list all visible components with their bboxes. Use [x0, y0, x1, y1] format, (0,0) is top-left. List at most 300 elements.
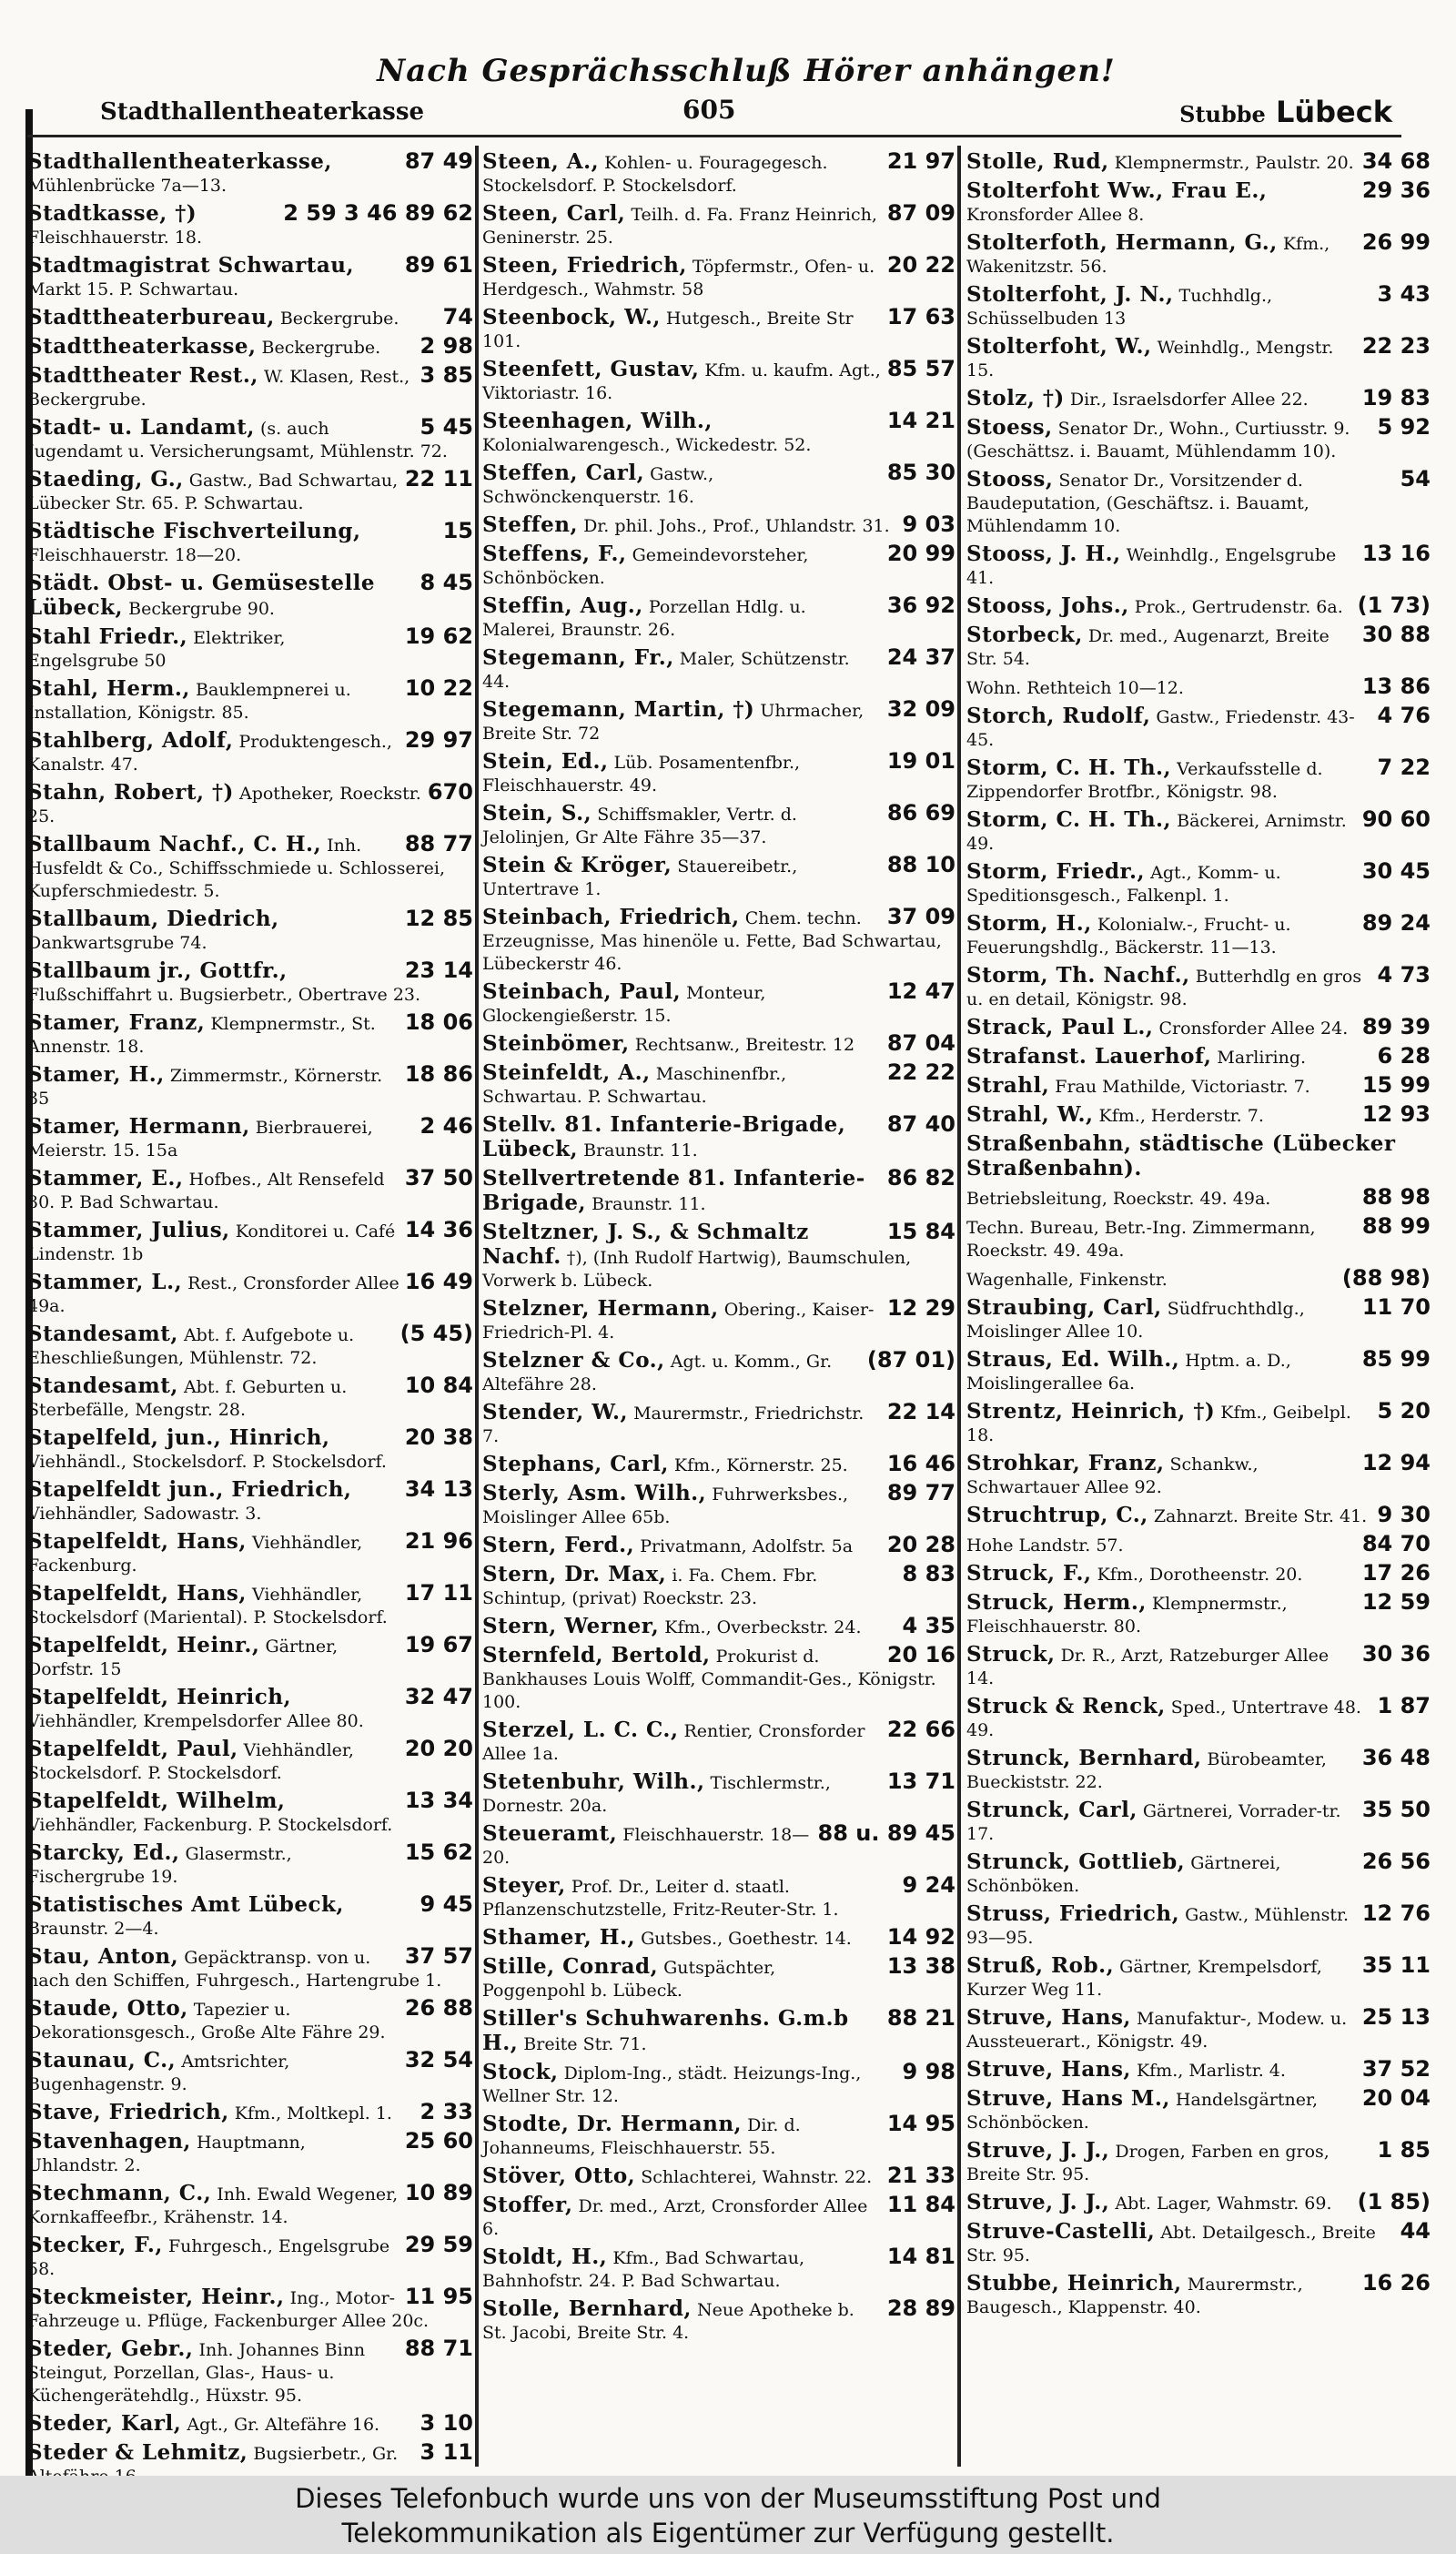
- phone-number: 20 38: [404, 1424, 473, 1450]
- running-head-last-entry: Stubbe: [1179, 101, 1266, 127]
- phone-number: 10 84: [404, 1373, 473, 1398]
- subscriber-name: Steinbömer,: [482, 1031, 630, 1056]
- phone-number: 8 83: [902, 1561, 956, 1586]
- phone-number: 21 33: [886, 2163, 956, 2188]
- subscriber-details: Hohe Landstr. 57.: [966, 1535, 1124, 1556]
- subscriber-name: Steueramt,: [482, 1821, 618, 1846]
- phone-number: 25 60: [404, 2128, 473, 2154]
- header-rule: [27, 135, 1401, 137]
- subscriber-details: Viehhändler, Sadowastr. 3.: [27, 1504, 262, 1524]
- listing-entry: [966, 1103, 1431, 1128]
- page-header: [100, 95, 1392, 131]
- subscriber-name: Stadtmagistrat Schwartau,: [27, 253, 355, 278]
- subscriber-name: Stapelfeldt, Hans,: [27, 1529, 247, 1554]
- subscriber-name: Stapelfeldt, Wilhelm,: [27, 1789, 286, 1813]
- subscriber-name: Strunck, Bernhard,: [966, 1746, 1202, 1770]
- phone-number: 15 62: [404, 1839, 473, 1865]
- phone-number: 15 84: [886, 1219, 956, 1244]
- subscriber-name: Stamer, H.,: [27, 1062, 165, 1087]
- phone-number: 15: [442, 518, 473, 543]
- subscriber-details: Glasermstr., Fischergrube 19.: [27, 1844, 292, 1887]
- listing-entry: [966, 468, 1431, 538]
- subscriber-name: Sterly, Asm. Wilh.,: [482, 1481, 707, 1505]
- subscriber-name: Stapelfeldt, Heinrich,: [27, 1685, 291, 1709]
- phone-number: 37 09: [886, 904, 956, 929]
- subscriber-details: Beckergrube 90.: [128, 599, 275, 619]
- subscriber-details: Hauptmann, Uhlandstr. 2.: [27, 2133, 306, 2175]
- subscriber-name: Stegemann, Martin, †): [482, 697, 755, 722]
- phone-number: 2 59 3 46 89 62: [283, 200, 473, 226]
- subscriber-details: Agt., Komm- u. Speditionsgesch., Falkenpl. 1.: [966, 863, 1281, 906]
- phone-number: 88 98: [1361, 1184, 1431, 1210]
- listing-entry: [27, 202, 473, 249]
- subscriber-details: Porzellan Hdlg. u. Malerei, Braunstr. 26.: [482, 597, 806, 640]
- subscriber-name: Steckmeister, Heinr.,: [27, 2285, 285, 2309]
- phone-number: 12 76: [1361, 1900, 1431, 1926]
- listing-entry: [27, 1634, 473, 1681]
- listing-column-1: [27, 148, 473, 2465]
- subscriber-name: Stapelfeldt jun., Friedrich,: [27, 1477, 352, 1502]
- phone-number: 88 71: [404, 2336, 473, 2361]
- subscriber-name: Stammer, L.,: [27, 1270, 183, 1294]
- phone-number: (5 45): [399, 1321, 473, 1346]
- subscriber-name: Standesamt,: [27, 1322, 178, 1346]
- phone-number: 32 09: [886, 696, 956, 722]
- subscriber-details: Südfruchthdlg., Moislinger Allee 10.: [966, 1299, 1305, 1342]
- listing-entry: [27, 2234, 473, 2281]
- subscriber-name: Stephans, Carl,: [482, 1452, 669, 1476]
- listing-entry: [27, 2049, 473, 2096]
- subscriber-details: Gärtnerei, Vorrader-tr. 17.: [966, 1801, 1341, 1844]
- listing-entry: [27, 1426, 473, 1474]
- subscriber-name: Stoess,: [966, 415, 1053, 440]
- subscriber-details: Mühlenbrücke 7a—13.: [27, 176, 228, 196]
- subscriber-name: Steffen,: [482, 512, 579, 537]
- subscriber-details: Abt. f. Aufgebote u. Eheschließungen, Mühlenstr. 72.: [27, 1325, 355, 1368]
- phone-number: 8 45: [420, 570, 473, 595]
- listing-entry: [27, 1893, 473, 1941]
- subscriber-details: Kfm., Marlistr. 4.: [1136, 2061, 1286, 2081]
- listing-entry: [482, 202, 956, 249]
- subscriber-name: Struve-Castelli,: [966, 2219, 1156, 2244]
- listing-entry: [27, 1738, 473, 1785]
- subscriber-name: Stein, Ed.,: [482, 749, 609, 774]
- subscriber-details: Viehhändler, Stockelsdorf (Mariental). P. Stockelsdorf.: [27, 1585, 388, 1627]
- listing-entry: [482, 1770, 956, 1818]
- subscriber-details: Inh. Ewald Wegener, Kornkaffeefbr., Krähenstr. 14.: [27, 2184, 399, 2227]
- phone-number: 11 84: [886, 2192, 956, 2217]
- phone-number: 26 99: [1361, 229, 1431, 255]
- subscriber-name: Staeding, G.,: [27, 467, 184, 492]
- listing-entry: [482, 1563, 956, 1610]
- phone-number: 17 26: [1361, 1560, 1431, 1586]
- subscriber-details: Rentier, Cronsforder Allee 1a.: [482, 1721, 865, 1764]
- listing-entry: [27, 833, 473, 903]
- listing-entry: [482, 2113, 956, 2160]
- subscriber-name: Sthamer, H.,: [482, 1925, 636, 1950]
- phone-number: 5 20: [1377, 1398, 1431, 1424]
- phone-number: 3 43: [1377, 281, 1431, 307]
- listing-entry: [482, 306, 956, 353]
- subscriber-details: Braunstr. 2—4.: [27, 1919, 159, 1939]
- listing-entry: [966, 2087, 1431, 2134]
- subscriber-name: Steenfett, Gustav,: [482, 357, 700, 381]
- listing-entry: [966, 2272, 1431, 2319]
- listing-entry: [27, 959, 473, 1007]
- subscriber-name: Steder, Karl,: [27, 2411, 182, 2436]
- phone-number: 22 14: [886, 1399, 956, 1424]
- subscriber-details: Diplom-Ing., städt. Heizungs-Ing., Wellner Str. 12.: [482, 2063, 862, 2106]
- listing-entry: [966, 1533, 1431, 1557]
- phone-number: 37 50: [404, 1165, 473, 1191]
- subscriber-name: Stahlberg, Adolf,: [27, 728, 234, 753]
- listing-entry: [482, 2061, 956, 2108]
- phone-number: 5 92: [1377, 414, 1431, 440]
- listing-entry: [966, 1902, 1431, 1950]
- subscriber-details: Abt. Lager, Wahmstr. 69.: [1115, 2194, 1332, 2214]
- phone-number: 89 61: [404, 252, 473, 278]
- subscriber-details: Braunstr. 11.: [583, 1140, 698, 1160]
- phone-number: 18 06: [404, 1009, 473, 1035]
- subscriber-details: Bürobeamter, Bueckiststr. 22.: [966, 1749, 1327, 1792]
- listing-entry: [27, 2412, 473, 2437]
- subscriber-details: Beckergrube.: [279, 309, 399, 329]
- listing-entry: [27, 1219, 473, 1266]
- subscriber-details: Betriebsleitung, Roeckstr. 49. 49a.: [966, 1189, 1271, 1209]
- subscriber-name: Strack, Paul L.,: [966, 1015, 1154, 1039]
- listing-entry: [482, 1926, 956, 1951]
- phone-number: 16 49: [404, 1269, 473, 1294]
- listing-entry: [966, 594, 1431, 619]
- phone-number: 12 94: [1361, 1450, 1431, 1475]
- subscriber-details: Kfm., Herderstr. 7.: [1098, 1106, 1264, 1126]
- subscriber-details: Inh. Johannes Binn Steingut, Porzellan, Glas-, Haus- u. Küchengerätehdlg., Hüxstr. 95.: [27, 2340, 366, 2406]
- subscriber-name: Stein, S.,: [482, 801, 592, 826]
- subscriber-name: Storch, Rudolf,: [966, 704, 1151, 728]
- listing-entry: [966, 1132, 1431, 1181]
- listing-entry: [482, 1874, 956, 1921]
- subscriber-details: Schiffsmakler, Vertr. d. Jelolinjen, Gr Alte Fähre 35—37.: [482, 805, 797, 847]
- phone-number: 20 28: [886, 1532, 956, 1557]
- phone-number: 35 50: [1361, 1797, 1431, 1822]
- subscriber-name: Straßenbahn, städtische (Lübecker Straßenbahn).: [966, 1131, 1396, 1181]
- listing-entry: [966, 912, 1431, 959]
- subscriber-details: Kfm., Geibelpl. 18.: [966, 1403, 1351, 1445]
- phone-number: 1 87: [1377, 1693, 1431, 1718]
- listing-entry: [27, 572, 473, 621]
- subscriber-details: Klempnermstr., Paulstr. 20.: [1114, 153, 1354, 173]
- listing-entry: [482, 461, 956, 509]
- subscriber-details: Breite Str. 71.: [523, 2034, 647, 2054]
- subscriber-name: Steenbock, W.,: [482, 305, 661, 329]
- subscriber-details: Prof. Dr., Leiter d. staatl. Pflanzenschutzstelle, Fritz-Reuter-Str. 1.: [482, 1877, 839, 1920]
- subscriber-details: Weinhdlg., Mengstr. 15.: [966, 338, 1334, 380]
- subscriber-name: Stern, Ferd.,: [482, 1533, 635, 1557]
- phone-number: (87 01): [866, 1347, 956, 1373]
- subscriber-name: Stapelfeld, jun., Hinrich,: [27, 1425, 330, 1450]
- listing-entry: [27, 150, 473, 198]
- listing-entry: [966, 1045, 1431, 1069]
- subscriber-details: Klempnermstr., Fleischhauerstr. 80.: [966, 1594, 1288, 1637]
- subscriber-name: Stadttheaterbureau,: [27, 305, 275, 329]
- phone-number: 20 20: [404, 1736, 473, 1761]
- phone-number: 90 60: [1361, 806, 1431, 832]
- listing-entry: [482, 513, 956, 538]
- subscriber-name: Stooss, J. H.,: [966, 542, 1121, 566]
- phone-number: 84 70: [1361, 1531, 1431, 1556]
- subscriber-details: Flußschiffahrt u. Bugsierbetr., Obertrave 23.: [27, 985, 421, 1005]
- subscriber-name: Stadtkasse, †): [27, 201, 197, 226]
- listing-entry: [482, 1297, 956, 1344]
- phone-number: 30 88: [1361, 622, 1431, 647]
- phone-number: 88 u. 89 45: [817, 1820, 956, 1846]
- listing-entry: [482, 542, 956, 590]
- running-head-first-entry: Stadthallentheaterkasse: [100, 98, 425, 126]
- subscriber-details: Elektriker, Engelsgrube 50: [27, 628, 286, 671]
- phone-number: (88 98): [1341, 1265, 1431, 1291]
- phone-number: 89 24: [1361, 910, 1431, 936]
- phone-number: 14 21: [886, 408, 956, 433]
- phone-number: 87 09: [886, 200, 956, 226]
- listing-entry: [27, 1789, 473, 1837]
- subscriber-details: Kfm., Bad Schwartau, Bahnhofstr. 24. P. Bad Schwartau.: [482, 2248, 804, 2291]
- subscriber-name: Stavenhagen,: [27, 2129, 191, 2154]
- listing-entry: [966, 623, 1431, 671]
- subscriber-details: Abt. f. Geburten u. Sterbefälle, Mengstr. 28.: [27, 1377, 348, 1420]
- listing-entry: [482, 358, 956, 405]
- phone-number: 9 30: [1377, 1502, 1431, 1527]
- subscriber-name: Stahl Friedr.,: [27, 624, 188, 649]
- phone-number: 9 03: [902, 512, 956, 537]
- listing-entry: [966, 1695, 1431, 1742]
- footer-line-2: Telekommunikation als Eigentümer zur Verfügung gestellt.: [341, 2518, 1115, 2549]
- phone-number: 16 46: [886, 1451, 956, 1476]
- listing-entry: [27, 1945, 473, 1992]
- phone-number: 22 23: [1361, 333, 1431, 359]
- listing-entry: [966, 2058, 1431, 2083]
- subscriber-name: Stahl, Herm.,: [27, 676, 190, 701]
- subscriber-name: Stolterfoht Ww., Frau E.,: [966, 178, 1268, 203]
- subscriber-name: Stallbaum Nachf., C. H.,: [27, 832, 322, 856]
- subscriber-details: Kfm., Dorotheenstr. 20.: [1097, 1565, 1303, 1585]
- phone-number: 13 86: [1361, 674, 1431, 699]
- phone-number: 13 34: [404, 1788, 473, 1813]
- listing-entry: [482, 1401, 956, 1448]
- listing-entry: [966, 2139, 1431, 2186]
- subscriber-name: Struve, J. J.,: [966, 2138, 1110, 2163]
- listing-entry: [27, 254, 473, 301]
- phone-number: 86 82: [886, 1165, 956, 1191]
- listing-entry: [966, 675, 1431, 700]
- subscriber-details: Drogen, Farben en gros, Breite Str. 95.: [966, 2142, 1330, 2184]
- subscriber-details: Bierbrauerei, Meierstr. 15. 15a: [27, 1118, 373, 1160]
- phone-number: 30 45: [1361, 858, 1431, 884]
- subscriber-details: Viehhändler, Fackenburg. P. Stockelsdorf.: [27, 1815, 393, 1835]
- subscriber-name: Stolterfoth, Hermann, G.,: [966, 230, 1278, 255]
- phone-number: 29 36: [1361, 177, 1431, 203]
- phone-number: 22 66: [886, 1717, 956, 1742]
- phone-number: 17 63: [886, 304, 956, 329]
- subscriber-details: Wagenhalle, Finkenstr.: [966, 1270, 1168, 1290]
- phone-number: 16 26: [1361, 2270, 1431, 2296]
- phone-number: 1 85: [1377, 2137, 1431, 2163]
- phone-number: 6 28: [1377, 1043, 1431, 1069]
- listing-entry: [27, 1997, 473, 2044]
- subscriber-details: Kfm., Overbeckstr. 24.: [664, 1617, 862, 1637]
- listing-entry: [966, 283, 1431, 330]
- subscriber-name: Stamer, Hermann,: [27, 1114, 250, 1139]
- listing-entry: [966, 2006, 1431, 2053]
- subscriber-details: Dr. med., Augenarzt, Breite Str. 54.: [966, 626, 1330, 669]
- listing-entry: [966, 1799, 1431, 1846]
- phone-number: 15 99: [1361, 1072, 1431, 1098]
- subscriber-name: Storm, C. H. Th.,: [966, 807, 1172, 832]
- listing-entry: [482, 1482, 956, 1529]
- phone-number: 4 35: [902, 1613, 956, 1638]
- subscriber-details: Kronsforder Allee 8.: [966, 205, 1145, 225]
- listing-entry: [482, 2164, 956, 2189]
- listing-column-2: [482, 150, 956, 2462]
- subscriber-name: Stooss,: [966, 467, 1054, 492]
- subscriber-details: Viehhändler, Stockelsdorf. P. Stockelsdorf.: [27, 1740, 354, 1783]
- listing-entry: [966, 387, 1431, 411]
- subscriber-details: Butterhdlg en gros u. en detail, Königstr. 98.: [966, 967, 1362, 1009]
- subscriber-name: Struve, Hans M.,: [966, 2086, 1170, 2111]
- phone-number: 11 95: [404, 2284, 473, 2309]
- subscriber-name: Stolterfoht, J. N.,: [966, 282, 1174, 307]
- subscriber-details: Ing., Motor-Fahrzeuge u. Pflüge, Fackenburger Allee 20c.: [27, 2288, 430, 2331]
- listing-entry: [27, 364, 473, 411]
- listing-entry: [966, 808, 1431, 856]
- phone-number: 23 14: [404, 958, 473, 983]
- subscriber-name: Struck,: [966, 1642, 1056, 1667]
- subscriber-details: W. Klasen, Rest., Beckergrube.: [27, 367, 410, 410]
- subscriber-name: Steen, Carl,: [482, 201, 626, 226]
- subscriber-name: Struve, J. J.,: [966, 2190, 1110, 2214]
- subscriber-name: Stallbaum, Diedrich,: [27, 907, 279, 931]
- subscriber-details: Lüb. Posamentenfbr., Fleischhauerstr. 49.: [482, 753, 801, 796]
- subscriber-name: Stadt- u. Landamt,: [27, 415, 255, 440]
- subscriber-name: Stubbe, Heinrich,: [966, 2271, 1182, 2296]
- listing-entry: [482, 150, 956, 198]
- subscriber-details: i. Fa. Chem. Fbr. Schintup, (privat) Roeckstr. 23.: [482, 1566, 818, 1608]
- subscriber-details: Kolonialw.-, Frucht- u. Feuerungshdlg., Bäckerstr. 11—13.: [966, 915, 1291, 958]
- phone-number: 88 10: [886, 852, 956, 877]
- listing-entry: [966, 2191, 1431, 2215]
- phone-number: 34 13: [404, 1476, 473, 1502]
- subscriber-name: Storm, Th. Nachf.,: [966, 963, 1190, 988]
- subscriber-details: Gastw., Mühlenstr. 93—95.: [966, 1905, 1350, 1948]
- subscriber-name: Struchtrup, C.,: [966, 1503, 1148, 1527]
- subscriber-name: Straubing, Carl,: [966, 1295, 1162, 1320]
- subscriber-details: Beckergrube.: [261, 338, 381, 358]
- subscriber-details: Bugsierbetr., Gr.: [253, 2444, 399, 2464]
- subscriber-details: Gutsbes., Goethestr. 14.: [641, 1929, 852, 1949]
- subscriber-details: Monteur, Glockengießerstr. 15.: [482, 983, 766, 1026]
- listing-entry: [27, 729, 473, 776]
- listing-entry: [482, 1718, 956, 1766]
- subscriber-name: Steder & Lehmitz,: [27, 2440, 248, 2465]
- footer-notice: [0, 2476, 1456, 2554]
- subscriber-details: Tapezier u. Dekorationsgesch., Große Alte Fähre 29.: [27, 2000, 386, 2042]
- listing-entry: [27, 1582, 473, 1629]
- subscriber-details: Tischlermstr., Dornestr. 20a.: [482, 1773, 831, 1816]
- subscriber-name: Stock,: [482, 2060, 559, 2084]
- subscriber-details: Dr. R., Arzt, Ratzeburger Allee 14.: [966, 1646, 1330, 1688]
- phone-number: 9 45: [420, 1891, 473, 1917]
- listing-entry: [482, 646, 956, 694]
- phone-number: 87 49: [404, 148, 473, 174]
- listing-entry: [27, 416, 473, 463]
- phone-number: 12 59: [1361, 1589, 1431, 1615]
- subscriber-details: Chem. techn. Erzeugnisse, Mas hinenöle u. Fette, Bad Schwartau, Lübeckerstr 46.: [482, 908, 942, 974]
- listing-entry: [482, 1061, 956, 1109]
- listing-entry: [966, 1016, 1431, 1040]
- subscriber-details: Wohn. Rethteich 10—12.: [966, 678, 1184, 698]
- subscriber-details: Teilh. d. Fa. Franz Heinrich, Geninerstr. 25.: [482, 205, 877, 248]
- subscriber-name: Stooss, Johs.,: [966, 593, 1129, 618]
- phone-number: 14 81: [886, 2244, 956, 2269]
- listing-entry: [966, 756, 1431, 804]
- subscriber-details: Fleischhauerstr. 18.: [27, 228, 203, 248]
- subscriber-name: Straus, Ed. Wilh.,: [966, 1347, 1180, 1372]
- listing-entry: [966, 1954, 1431, 2002]
- subscriber-name: Steltzner, J. S., & Schmaltz Nachf.: [482, 1220, 809, 1269]
- phone-number: 19 67: [404, 1632, 473, 1657]
- subscriber-name: Stolle, Rud,: [966, 149, 1109, 174]
- subscriber-details: Senator Dr., Vorsitzender d. Baudeputation, (Geschäftsz. i. Bauamt, Mühlendamm 10.: [966, 471, 1309, 536]
- listing-entry: [27, 907, 473, 955]
- subscriber-details: Gastw., Schwönckenquerstr. 16.: [482, 464, 714, 507]
- subscriber-name: Stern, Dr. Max,: [482, 1562, 667, 1586]
- subscriber-details: Produktengesch., Kanalstr. 47.: [27, 732, 392, 775]
- subscriber-details: Gutspächter, Poggenpohl b. Lübeck.: [482, 1958, 776, 2001]
- phone-number: 25 13: [1361, 2004, 1431, 2030]
- phone-number: 3 11: [420, 2439, 473, 2465]
- listing-entry: [27, 1011, 473, 1059]
- listing-entry: [27, 2285, 473, 2333]
- subscriber-details: Gärtner, Dorfstr. 15: [27, 1637, 339, 1679]
- phone-number: 20 22: [886, 252, 956, 278]
- subscriber-name: Städtische Fischverteilung,: [27, 519, 361, 543]
- phone-number: 88 99: [1361, 1213, 1431, 1239]
- subscriber-details: Uhrmacher, Breite Str. 72: [482, 701, 864, 744]
- column-divider: [957, 146, 961, 2467]
- subscriber-details: Neue Apotheke b. St. Jacobi, Breite Str. 4.: [482, 2300, 854, 2343]
- subscriber-details: Hutgesch., Breite Str 101.: [482, 309, 854, 351]
- listing-entry: [27, 306, 473, 330]
- column-divider: [475, 146, 479, 2467]
- subscriber-name: Sterzel, L. C. C.,: [482, 1718, 679, 1742]
- listing-entry: [482, 594, 956, 642]
- subscriber-name: Stammer, E.,: [27, 1166, 184, 1191]
- listing-entry: [27, 2130, 473, 2177]
- phone-number: 3 85: [420, 362, 473, 388]
- subscriber-name: Stern, Werner,: [482, 1614, 660, 1638]
- phone-number: 12 47: [886, 978, 956, 1004]
- subscriber-details: Dr. phil. Johs., Prof., Uhlandstr. 31.: [583, 516, 890, 536]
- listing-entry: [966, 335, 1431, 382]
- listing-entry: [966, 231, 1431, 279]
- listing-entry: [27, 1115, 473, 1162]
- subscriber-name: Storm, C. H. Th.,: [966, 755, 1172, 780]
- subscriber-name: Stadttheaterkasse,: [27, 334, 257, 359]
- listing-entry: [482, 1615, 956, 1639]
- subscriber-name: Stahn, Robert, †): [27, 780, 234, 805]
- subscriber-name: Stiller's Schuhwarenhs. G.m.b H.,: [482, 2006, 849, 2055]
- listing-entry: [966, 416, 1431, 463]
- subscriber-name: Sternfeld, Bertold,: [482, 1643, 711, 1667]
